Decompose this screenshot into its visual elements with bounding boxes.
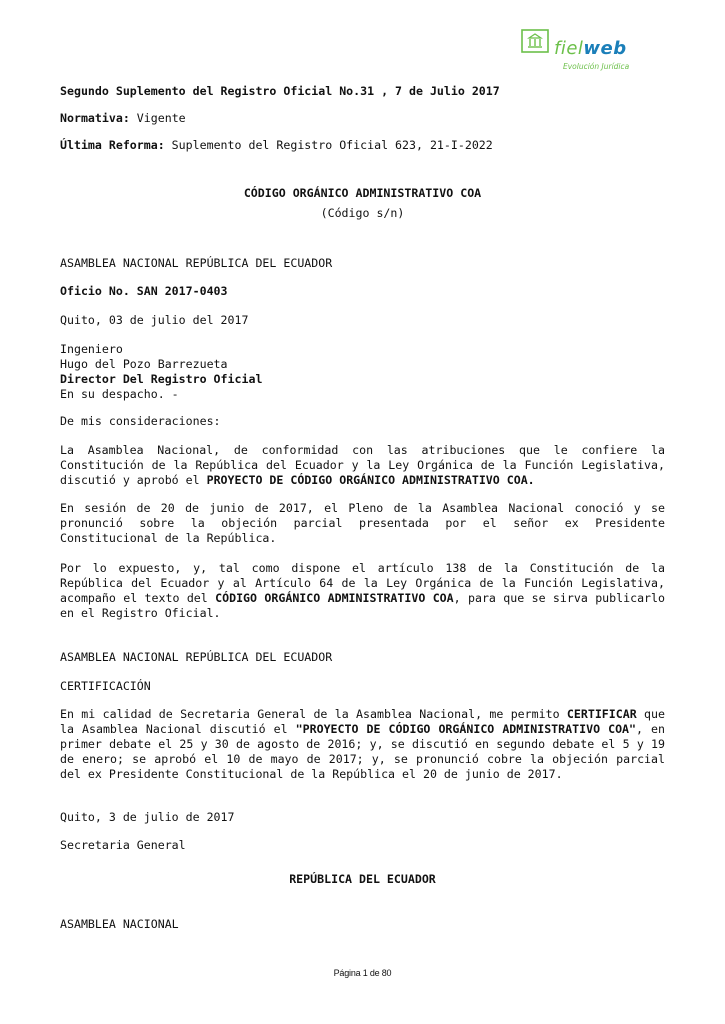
certification-heading: CERTIFICACIÓN (60, 679, 151, 693)
building-icon (520, 28, 550, 54)
oficio-date: Quito, 03 de julio del 2017 (60, 313, 249, 327)
republic-heading: REPÚBLICA DEL ECUADOR (289, 872, 436, 886)
logo-tagline: Evolución Jurídica (563, 62, 630, 71)
normativa-line: Normativa: Vigente (60, 111, 186, 125)
document-title: CÓDIGO ORGÁNICO ADMINISTRATIVO COA (243, 186, 482, 200)
paragraph-2: En sesión de 20 de junio de 2017, el Pleno de la Asamblea Nacional conoció y se pronunció sobre la objeción parcial presentada por el señor ex Presidente Constitucional de la República. (60, 501, 665, 545)
recipient-office: En su despacho. - (60, 387, 179, 401)
oficio-number: Oficio No. SAN 2017-0403 (60, 284, 228, 298)
certification-paragraph: En mi calidad de Secretaria General de la Asamblea Nacional, me permito CERTIFICAR que la Asamblea Nacional discutió el "PROYECTO DE CÓDIGO ORGÁNICO ADMINISTRATIVO COA", en primer debate el 25 y 30 de agosto de 2016; y, se discutió en segundo debate el 5 y 19 de enero; se aprobó el 10 de mayo de 2017; y, se pronunció cobre la objeción parcial del ex Presidente Constitucional de la República el 20 de junio de 2017. (60, 707, 666, 781)
page-number: Página 1 de 80 (333, 968, 392, 978)
recipient-name: Hugo del Pozo Barrezueta (60, 357, 228, 371)
recipient-title: Ingeniero (60, 342, 123, 356)
asamblea-nacional-heading: ASAMBLEA NACIONAL (60, 917, 179, 931)
asamblea-heading-2: ASAMBLEA NACIONAL REPÚBLICA DEL ECUADOR (60, 650, 333, 664)
certification-date: Quito, 3 de julio de 2017 (60, 810, 235, 824)
ultima-reforma-line: Última Reforma: Suplemento del Registro Oficial 623, 21-I-2022 (60, 138, 493, 152)
recipient-position: Director Del Registro Oficial (60, 372, 263, 386)
asamblea-heading: ASAMBLEA NACIONAL REPÚBLICA DEL ECUADOR (60, 256, 333, 270)
salutation: De mis consideraciones: (60, 414, 221, 428)
document-subtitle: (Código s/n) (320, 206, 405, 220)
logo-brand: fielweb (554, 38, 627, 59)
paragraph-3: Por lo expuesto, y, tal como dispone el artículo 138 de la Constitución de la República del Ecuador y al Artículo 64 de la Ley Orgánica de la Función Legislativa, acompaño el texto del CÓDIGO ORGÁNICO ADMINISTRATIVO COA, para que se sirva publicarlo en el Registro Oficial. (60, 561, 666, 620)
supplement-line: Segundo Suplemento del Registro Oficial No.31 , 7 de Julio 2017 (60, 84, 500, 98)
paragraph-1: La Asamblea Nacional, de conformidad con las atribuciones que le confiere la Constitución de la República del Ecuador y la Ley Orgánica de la Función Legislativa, discutió y aprobó el PROYECTO DE CÓDIGO ORGÁNICO ADMINISTRATIVO COA. (60, 443, 665, 487)
signature-title: Secretaria General (60, 838, 186, 852)
fielweb-logo (520, 22, 640, 74)
